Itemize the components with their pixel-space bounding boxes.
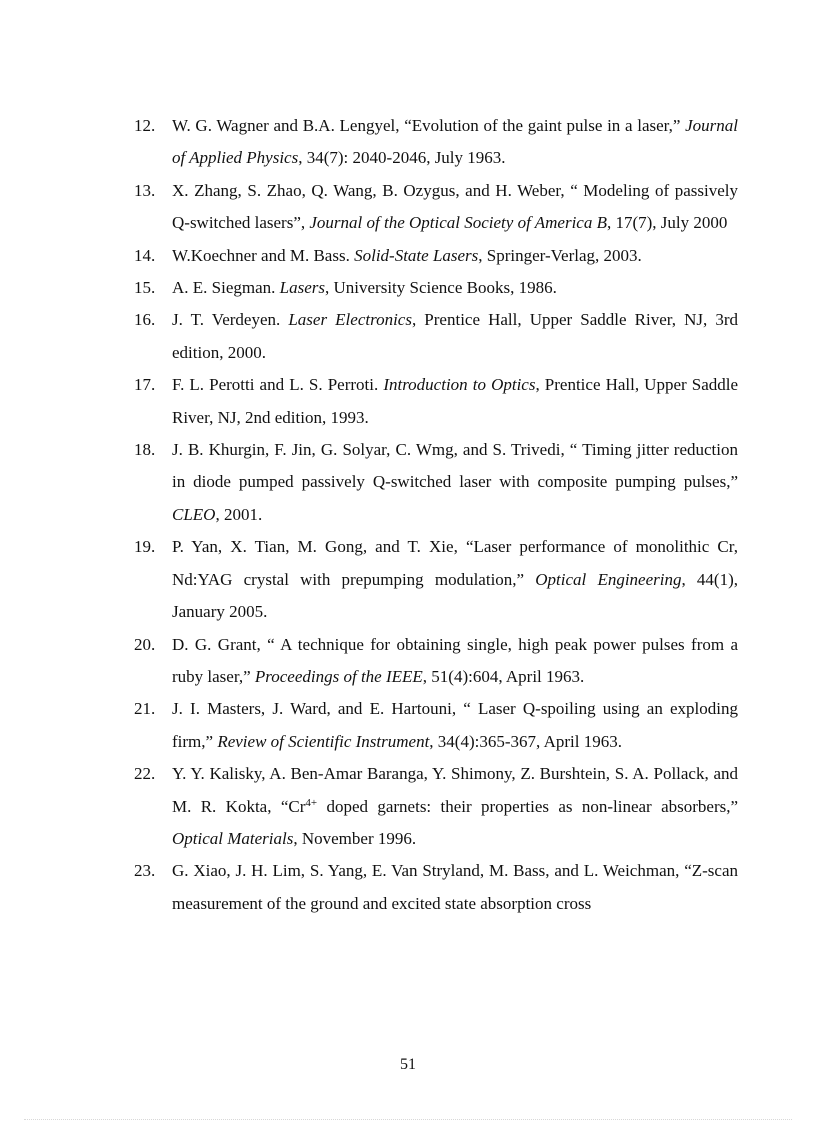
reference-venue: Introduction to Optics bbox=[383, 375, 536, 395]
reference-title: “ Modeling of passively Q-switched lasers”, bbox=[172, 180, 738, 233]
reference-details: , November 1996. bbox=[293, 828, 417, 848]
reference-venue: Review of Scientific Instrument bbox=[217, 731, 430, 751]
reference-authors: F. L. Perotti and L. S. Perroti. bbox=[172, 375, 379, 395]
reference-number: 19. bbox=[134, 537, 156, 557]
reference-item bbox=[134, 434, 738, 531]
reference-details: , 51(4):604, April 1963. bbox=[422, 666, 585, 686]
reference-item bbox=[134, 240, 738, 272]
reference-venue: CLEO bbox=[172, 504, 216, 524]
reference-number: 17. bbox=[134, 375, 156, 395]
reference-title: “Z-scan measurement of the ground and excited state absorption cross bbox=[172, 861, 739, 913]
reference-authors: P. Yan, X. Tian, M. Gong, and T. Xie, bbox=[172, 537, 458, 557]
reference-title: “Evolution of the gaint pulse in a laser,” bbox=[404, 116, 681, 135]
reference-authors: J. B. Khurgin, F. Jin, G. Solyar, C. Wmg, and S. Trivedi, bbox=[172, 440, 565, 460]
reference-venue: Proceedings of the IEEE bbox=[254, 666, 423, 686]
reference-authors: W. G. Wagner and B.A. Lengyel, bbox=[172, 116, 400, 135]
reference-number: 18. bbox=[134, 440, 156, 460]
reference-details: , 34(7): 2040-2046, July 1963. bbox=[298, 148, 506, 168]
reference-venue: Journal of Applied Physics bbox=[172, 116, 739, 168]
reference-authors: W.Koechner and M. Bass. bbox=[172, 245, 350, 265]
reference-venue: Lasers bbox=[279, 278, 326, 298]
reference-details: , 44(1), January 2005. bbox=[172, 569, 739, 622]
reference-details: , 2001. bbox=[215, 504, 263, 524]
reference-authors: G. Xiao, J. H. Lim, S. Yang, E. Van Stryland, M. Bass, and L. Weichman, bbox=[172, 861, 680, 881]
reference-authors: X. Zhang, S. Zhao, Q. Wang, B. Ozygus, and H. Weber, bbox=[172, 180, 565, 200]
reference-number: 23. bbox=[134, 861, 156, 881]
reference-item bbox=[134, 272, 738, 304]
reference-details: , Springer-Verlag, 2003. bbox=[478, 245, 642, 265]
reference-title: “ A technique for obtaining single, high peak power pulses from a ruby laser,” bbox=[172, 634, 739, 686]
reference-number: 16. bbox=[134, 310, 156, 330]
reference-authors: Y. Y. Kalisky, A. Ben-Amar Baranga, Y. Shimony, Z. Burshtein, S. A. Pollack, and M. R. Kokta, bbox=[172, 764, 738, 816]
reference-number: 12. bbox=[134, 116, 156, 135]
reference-item bbox=[134, 110, 738, 175]
reference-details: , Prentice Hall, Upper Saddle River, NJ, 2nd edition, 1993. bbox=[172, 375, 739, 427]
reference-authors: J. I. Masters, J. Ward, and E. Hartouni, bbox=[172, 699, 457, 719]
reference-number: 22. bbox=[134, 764, 156, 784]
reference-title: “Laser performance of monolithic Cr, Nd:YAG crystal with prepumping modulation,” bbox=[172, 537, 739, 589]
reference-number: 21. bbox=[134, 699, 156, 719]
reference-title: “$Cr^{4+}$ doped garnets: their properties as non-linear absorbers,” bbox=[280, 796, 739, 816]
reference-venue: Journal of the Optical Society of America B bbox=[309, 213, 607, 233]
reference-authors: A. E. Siegman. bbox=[172, 278, 276, 298]
reference-title: “ Timing jitter reduction in diode pumped passively Q-switched laser with composite pumping pulses,” bbox=[172, 440, 739, 492]
reference-item bbox=[134, 369, 738, 434]
reference-number: 20. bbox=[134, 634, 156, 654]
reference-details: , 34(4):365-367, April 1963. bbox=[429, 731, 622, 751]
page-number: 51 bbox=[400, 1056, 416, 1073]
reference-item bbox=[134, 531, 738, 628]
reference-item bbox=[134, 304, 738, 369]
page-bottom-rule bbox=[24, 1119, 792, 1120]
reference-item bbox=[134, 693, 738, 758]
reference-item bbox=[134, 758, 738, 855]
reference-title: “ Laser Q-spoiling using an exploding firm,” bbox=[172, 699, 738, 751]
reference-item bbox=[134, 855, 738, 920]
reference-list bbox=[134, 110, 738, 920]
reference-details: , Prentice Hall, Upper Saddle River, NJ, 3rd edition, 2000. bbox=[172, 310, 738, 362]
reference-number: 15. bbox=[134, 278, 156, 298]
reference-venue: Optical Engineering bbox=[535, 569, 682, 589]
reference-venue: Optical Materials bbox=[172, 828, 294, 848]
reference-item bbox=[134, 629, 738, 694]
reference-details: , 17(7), July 2000 bbox=[606, 213, 728, 233]
reference-details: , University Science Books, 1986. bbox=[325, 278, 557, 298]
reference-number: 13. bbox=[134, 180, 156, 200]
reference-venue: Laser Electronics bbox=[288, 310, 412, 330]
reference-authors: D. G. Grant, bbox=[172, 634, 261, 654]
reference-number: 14. bbox=[134, 245, 156, 265]
reference-item bbox=[134, 175, 738, 240]
reference-venue: Solid-State Lasers bbox=[354, 245, 479, 265]
reference-authors: J. T. Verdeyen. bbox=[172, 310, 281, 330]
